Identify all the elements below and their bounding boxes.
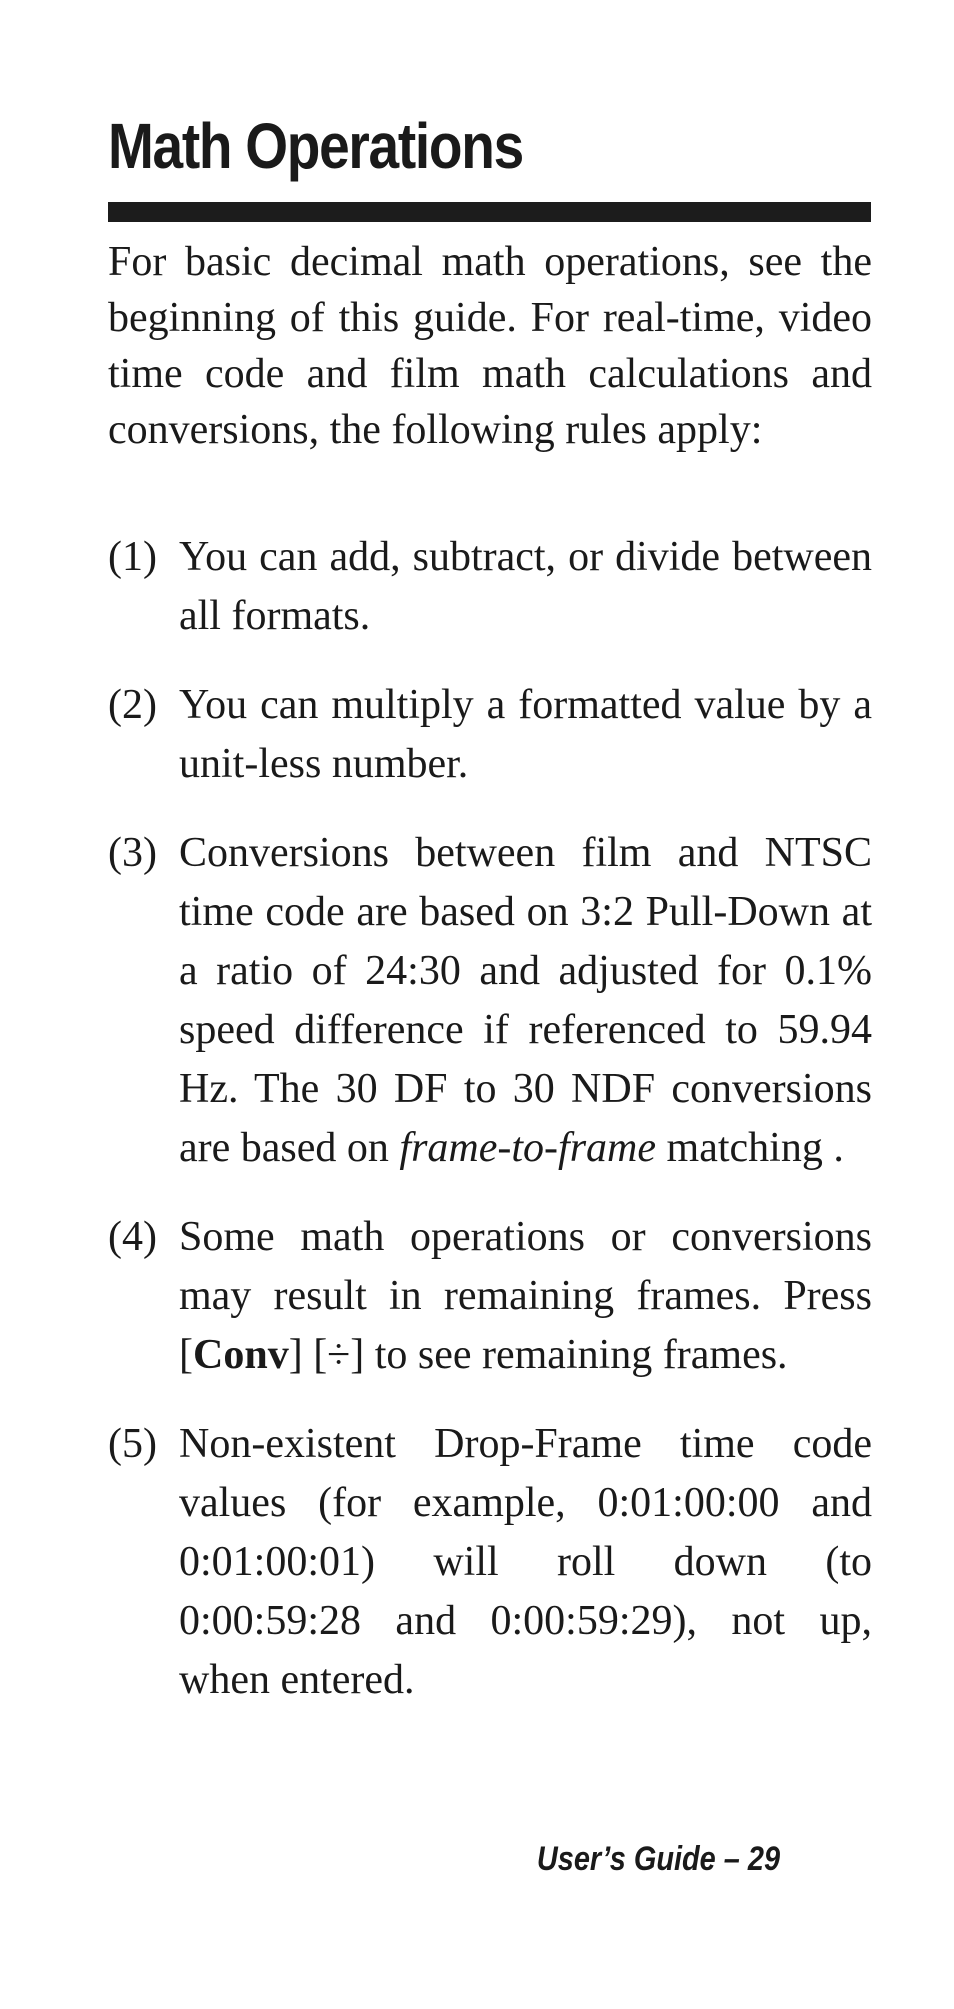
- rule-item-1: [108, 528, 872, 646]
- rule-text: You can multiply a formatted value by a unit-less number.: [179, 682, 872, 787]
- rule-item-5: [108, 1415, 872, 1710]
- rule-number: (1): [108, 534, 157, 580]
- rule-number: (4): [108, 1214, 157, 1260]
- conv-key-label: Conv: [193, 1332, 289, 1378]
- rule-item-3: [108, 824, 872, 1178]
- rule-item-4: [108, 1208, 872, 1385]
- page-title: Math Operations: [108, 110, 523, 182]
- rule-item-2: [108, 676, 872, 794]
- rule-text: Non-existent Drop-Frame time code values (for example, 0:01:00:00 and 0:01:00:01) will roll down (to 0:00:59:28 and 0:00:59:29), not up, when entered.: [179, 1421, 872, 1703]
- rule-text-start: Some math operations or conversions may result in remaining frames. Press [: [179, 1214, 872, 1378]
- page-footer: User’s Guide – 29: [536, 1840, 780, 1878]
- rule-text: You can add, subtract, or divide between all formats.: [179, 534, 872, 639]
- rule-number: (5): [108, 1421, 157, 1467]
- rule-text-end: ] [÷] to see remaining frames.: [288, 1332, 788, 1378]
- rule-number: (3): [108, 830, 157, 876]
- rule-number: (2): [108, 682, 157, 728]
- intro-paragraph: For basic decimal math operations, see the beginning of this guide. For real-time, video time code and film math calculations and conversions, the following rules apply:: [108, 239, 872, 453]
- rule-text: [179, 1208, 872, 1385]
- rules-list: [108, 528, 872, 1740]
- rule-text-start: Conversions between film and NTSC time code are based on 3:2 Pull-Down at a ratio of 24:30 and adjusted for 0.1% speed difference if referenced to 59.94 Hz. The 30 DF to 30 NDF conversions are based on: [179, 830, 872, 1171]
- emphasized-term: frame-to-frame: [399, 1125, 657, 1171]
- rule-text-end: matching .: [656, 1125, 844, 1171]
- manual-page: [108, 0, 872, 2009]
- rule-text: [179, 824, 872, 1178]
- title-divider: [108, 202, 871, 222]
